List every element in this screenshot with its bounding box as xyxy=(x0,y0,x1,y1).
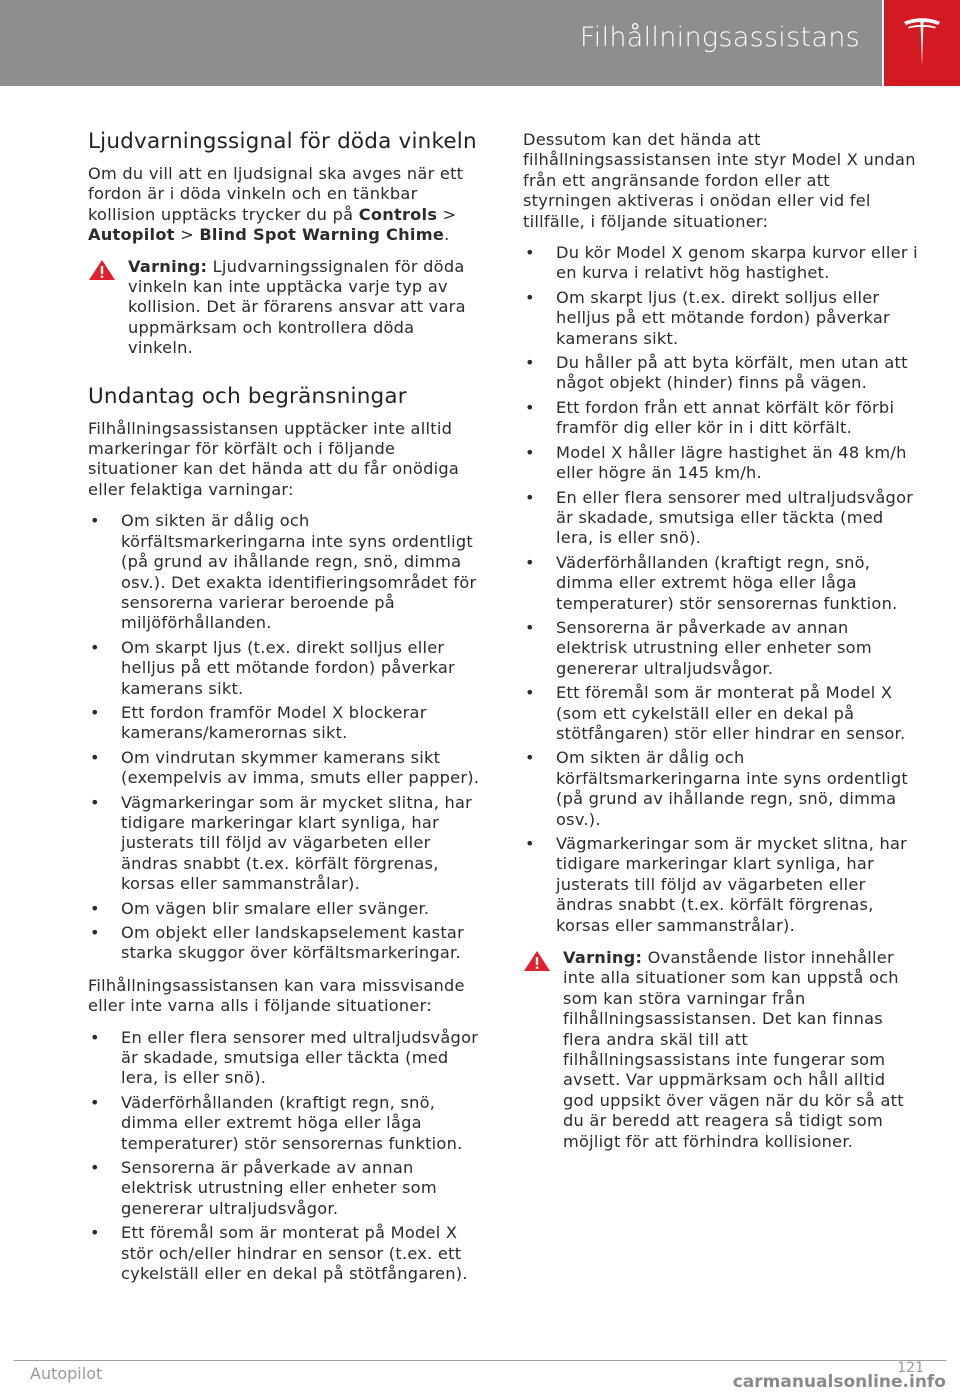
list-item: • Du håller på att byta körfält, men utan att något objekt (hinder) finns på vägen. xyxy=(523,353,918,394)
warning-triangle-icon xyxy=(523,950,551,972)
tesla-logo-icon xyxy=(902,16,942,68)
warning-label: Varning: xyxy=(128,256,208,276)
list-item: • Om objekt eller landskapselement kastar starka skuggor över körfältsmarkeringar. xyxy=(88,923,480,964)
footer-divider xyxy=(14,1360,946,1361)
path-controls: Controls xyxy=(358,204,438,224)
list-item: • Ett fordon framför Model X blockerar kamerans/kamerornas sikt. xyxy=(88,703,480,744)
warning-box xyxy=(523,948,918,1152)
path-autopilot: Autopilot xyxy=(88,225,175,245)
right-column xyxy=(523,130,918,1164)
list-item: • Model X håller lägre hastighet än 48 km/h eller högre än 145 km/h. xyxy=(523,443,918,484)
list-item: • En eller flera sensorer med ultraljudsvågor är skadade, smutsiga eller täckta (med lera, is eller snö). xyxy=(88,1028,480,1089)
list-item: • Vägmarkeringar som är mycket slitna, har tidigare markeringar klart synliga, har justerats till följd av vägarbeten eller ändras snabbt (t.ex. körfält förgrenas, korsas eller sammanstrålar). xyxy=(523,834,918,936)
list-item: • Sensorerna är påverkade av annan elektrisk utrustning eller enheter som genererar ultraljudsvågor. xyxy=(523,618,918,679)
blind-spot-heading: Ljudvarningssignal för döda vinkeln xyxy=(88,129,477,154)
warning-text: Ovanstående listor innehåller inte alla situationer som kan uppstå och som kan störa varningar från filhållningsassistansen. Det kan finnas flera andra skäl till att filhållningsassistans inte fungerar som avsett. Var uppmärksam och håll alltid god uppsikt över vägen när du kör så att du är beredd att reagera så tidigt som möjligt för att förhindra kollisioner. xyxy=(563,948,904,1151)
list-item: • Om skarpt ljus (t.ex. direkt solljus eller helljus på ett mötande fordon) påverkar kamerans sikt. xyxy=(88,638,480,699)
list-item: • Vägmarkeringar som är mycket slitna, har tidigare markeringar klart synliga, har justerats till följd av vägarbeten eller ändras snabbt (t.ex. körfält förgrenas, korsas eller sammanstrålar). xyxy=(88,793,480,895)
steering-intro: Dessutom kan det hända att filhållningsassistansen inte styr Model X undan från ett angränsande fordon eller att styrningen aktiveras i onödan eller vid fel tillfälle, i följande situationer: xyxy=(523,130,916,231)
blind-spot-intro: Om du vill att en ljudsignal ska avges när ett fordon är i döda vinkeln och en tänkbar kollision upptäcks trycker du på Controls > Autopilot > Blind Spot Warning Chime. xyxy=(88,164,464,245)
list-item: • Om sikten är dålig och körfältsmarkeringarna inte syns ordentligt (på grund av ihållande regn, snö, dimma osv.). Det exakta identifieringsområdet för sensorerna varierar beroende på miljöförhållanden. xyxy=(88,511,480,633)
path-chime: Blind Spot Warning Chime xyxy=(199,225,445,245)
list-item: • Sensorerna är påverkade av annan elektrisk utrustning eller enheter som genererar ultraljudsvågor. xyxy=(88,1158,480,1219)
list-item: • Väderförhållanden (kraftigt regn, snö, dimma eller extremt höga eller låga temperaturer) stör sensorernas funktion. xyxy=(523,553,918,614)
warning-triangle-icon xyxy=(88,259,116,281)
warning-text: Ljudvarningssignalen för döda vinkeln kan inte upptäcka varje typ av kollision. Det är förarens ansvar att vara uppmärksam och kontrollera döda vinkeln. xyxy=(128,256,466,358)
list-item: • En eller flera sensorer med ultraljudsvågor är skadade, smutsiga eller täckta (med lera, is eller snö). xyxy=(523,488,918,549)
list-item: • Om vindrutan skymmer kamerans sikt (exempelvis av imma, smuts eller papper). xyxy=(88,748,480,789)
list-item: • Ett fordon från ett annat körfält kör förbi framför dig eller kör in i ditt körfält. xyxy=(523,398,918,439)
page-number: 121 xyxy=(897,1360,924,1376)
list-item: • Ett föremål som är monterat på Model X (som ett cykelställ eller en dekal på stötfångaren) stör eller hindrar en sensor. xyxy=(523,683,918,744)
misleading-intro: Filhållningsassistansen kan vara missvisande eller inte varna alls i följande situationer: xyxy=(88,975,465,1016)
left-column xyxy=(88,128,480,1297)
footer-section: Autopilot xyxy=(30,1364,103,1383)
list-item: • Om vägen blir smalare eller svänger. xyxy=(88,899,480,919)
list-item: • Om skarpt ljus (t.ex. direkt solljus eller helljus på ett mötande fordon) påverkar kamerans sikt. xyxy=(523,288,918,349)
warning-box xyxy=(88,257,480,359)
watermark: carmanualsonline.info xyxy=(732,1372,946,1392)
warning-label: Varning: xyxy=(563,948,643,968)
list-item: • Väderförhållanden (kraftigt regn, snö, dimma eller extremt höga eller låga temperaturer) stör sensorernas funktion. xyxy=(88,1093,480,1154)
misleading-list xyxy=(88,1028,480,1285)
limitations-heading: Undantag och begränsningar xyxy=(88,383,407,409)
page-title: Filhållningsassistans xyxy=(579,22,860,53)
limitations-list xyxy=(88,511,480,964)
limitations-intro: Filhållningsassistansen upptäcker inte alltid markeringar för körfält och i följande situationer kan det hända att du får onödiga eller felaktiga varningar: xyxy=(88,418,460,499)
page-header xyxy=(0,0,882,86)
list-item: • Du kör Model X genom skarpa kurvor eller i en kurva i relativt hög hastighet. xyxy=(523,243,918,284)
list-item: • Ett föremål som är monterat på Model X stör och/eller hindrar en sensor (t.ex. ett cykelställ eller en dekal på stötfångaren). xyxy=(88,1223,480,1284)
brand-logo-box xyxy=(884,0,960,86)
list-item: • Om sikten är dålig och körfältsmarkeringarna inte syns ordentligt (på grund av ihållande regn, snö, dimma osv.). xyxy=(523,748,918,830)
steering-list xyxy=(523,243,918,936)
